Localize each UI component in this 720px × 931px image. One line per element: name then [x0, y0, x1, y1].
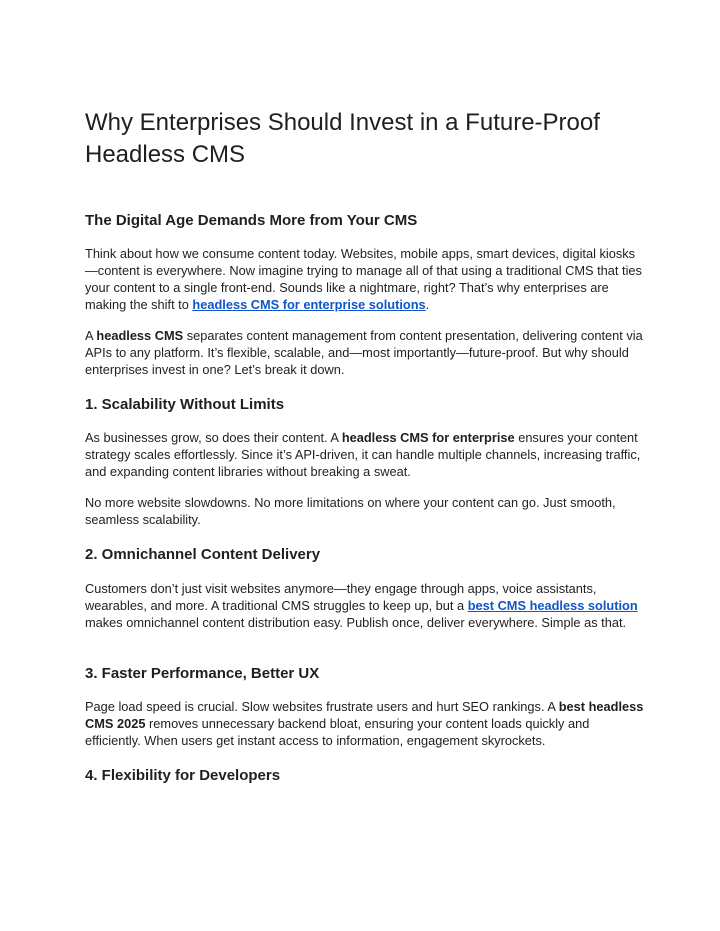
paragraph-text: removes unnecessary backend bloat, ensuring your content loads quickly and efficiently. When users get instant access to information, engagement skyrockets. — [85, 716, 590, 748]
paragraph: No more website slowdowns. No more limitations on where your content can go. Just smooth, seamless scalability. — [85, 495, 616, 527]
section-heading: 4. Flexibility for Developers — [85, 767, 281, 784]
enterprise-solutions-link[interactable]: headless CMS for enterprise solutions — [192, 297, 426, 312]
section-heading: 1. Scalability Without Limits — [85, 396, 285, 413]
section-1-heading-wrap — [85, 395, 645, 415]
paragraph — [85, 698, 645, 749]
bold-term: best headless CMS 2025 — [85, 699, 644, 731]
paragraph-text: As businesses grow, so does their content. A — [85, 430, 342, 445]
section-2-heading-wrap — [85, 545, 645, 565]
section-1-paragraph-1 — [85, 429, 645, 480]
section-heading: 3. Faster Performance, Better UX — [85, 665, 320, 682]
section-2-paragraph-1 — [85, 580, 645, 631]
paragraph-text: separates content management from content presentation, delivering content via APIs to any platform. It’s flexible, scalable, and—most importantly—future-proof. But why should enterprises invest in one? Let’s break it down. — [85, 328, 643, 377]
paragraph-text: Think about how we consume content today. Websites, mobile apps, smart devices, digital kiosks—content is everywhere. Now imagine trying to manage all of that using a traditional CMS that ties your content to a single front-end. Sounds like a nightmare, right? That’s why enterprises are making the shift to — [85, 246, 642, 312]
bold-term: headless CMS — [96, 328, 184, 343]
paragraph-text: ensures your content strategy scales effortlessly. Since it’s API-driven, it can handle multiple channels, increasing traffic, and expanding content libraries without breaking a sweat. — [85, 430, 641, 479]
intro-paragraph-1 — [85, 245, 645, 313]
best-cms-headless-link[interactable]: best CMS headless solution — [467, 598, 638, 613]
paragraph-text: Customers don’t just visit websites anymore—they engage through apps, voice assistants, wearables, and more. A traditional CMS struggles to keep up, but a — [85, 581, 597, 613]
paragraph — [85, 327, 645, 378]
section-4-heading-wrap — [85, 766, 645, 786]
paragraph-end: . — [425, 297, 430, 312]
paragraph-text: Page load speed is crucial. Slow websites frustrate users and hurt SEO rankings. A — [85, 699, 559, 714]
section-3-heading-wrap — [85, 664, 645, 684]
paragraph-text: A — [85, 328, 97, 343]
section-intro — [85, 211, 645, 231]
paragraph — [85, 580, 645, 631]
section-heading: The Digital Age Demands More from Your CMS — [85, 212, 418, 229]
paragraph-text: makes omnichannel content distribution easy. Publish once, deliver everywhere. Simple as that. — [85, 615, 627, 630]
section-3-paragraph-1 — [85, 698, 645, 749]
paragraph — [85, 429, 645, 480]
section-heading: 2. Omnichannel Content Delivery — [85, 546, 321, 563]
section-1-paragraph-2 — [85, 494, 645, 528]
intro-paragraph-2 — [85, 327, 645, 378]
paragraph — [85, 245, 645, 313]
bold-term: headless CMS for enterprise — [341, 430, 515, 445]
document-title: Why Enterprises Should Invest in a Future-Proof Headless CMS — [85, 109, 600, 168]
